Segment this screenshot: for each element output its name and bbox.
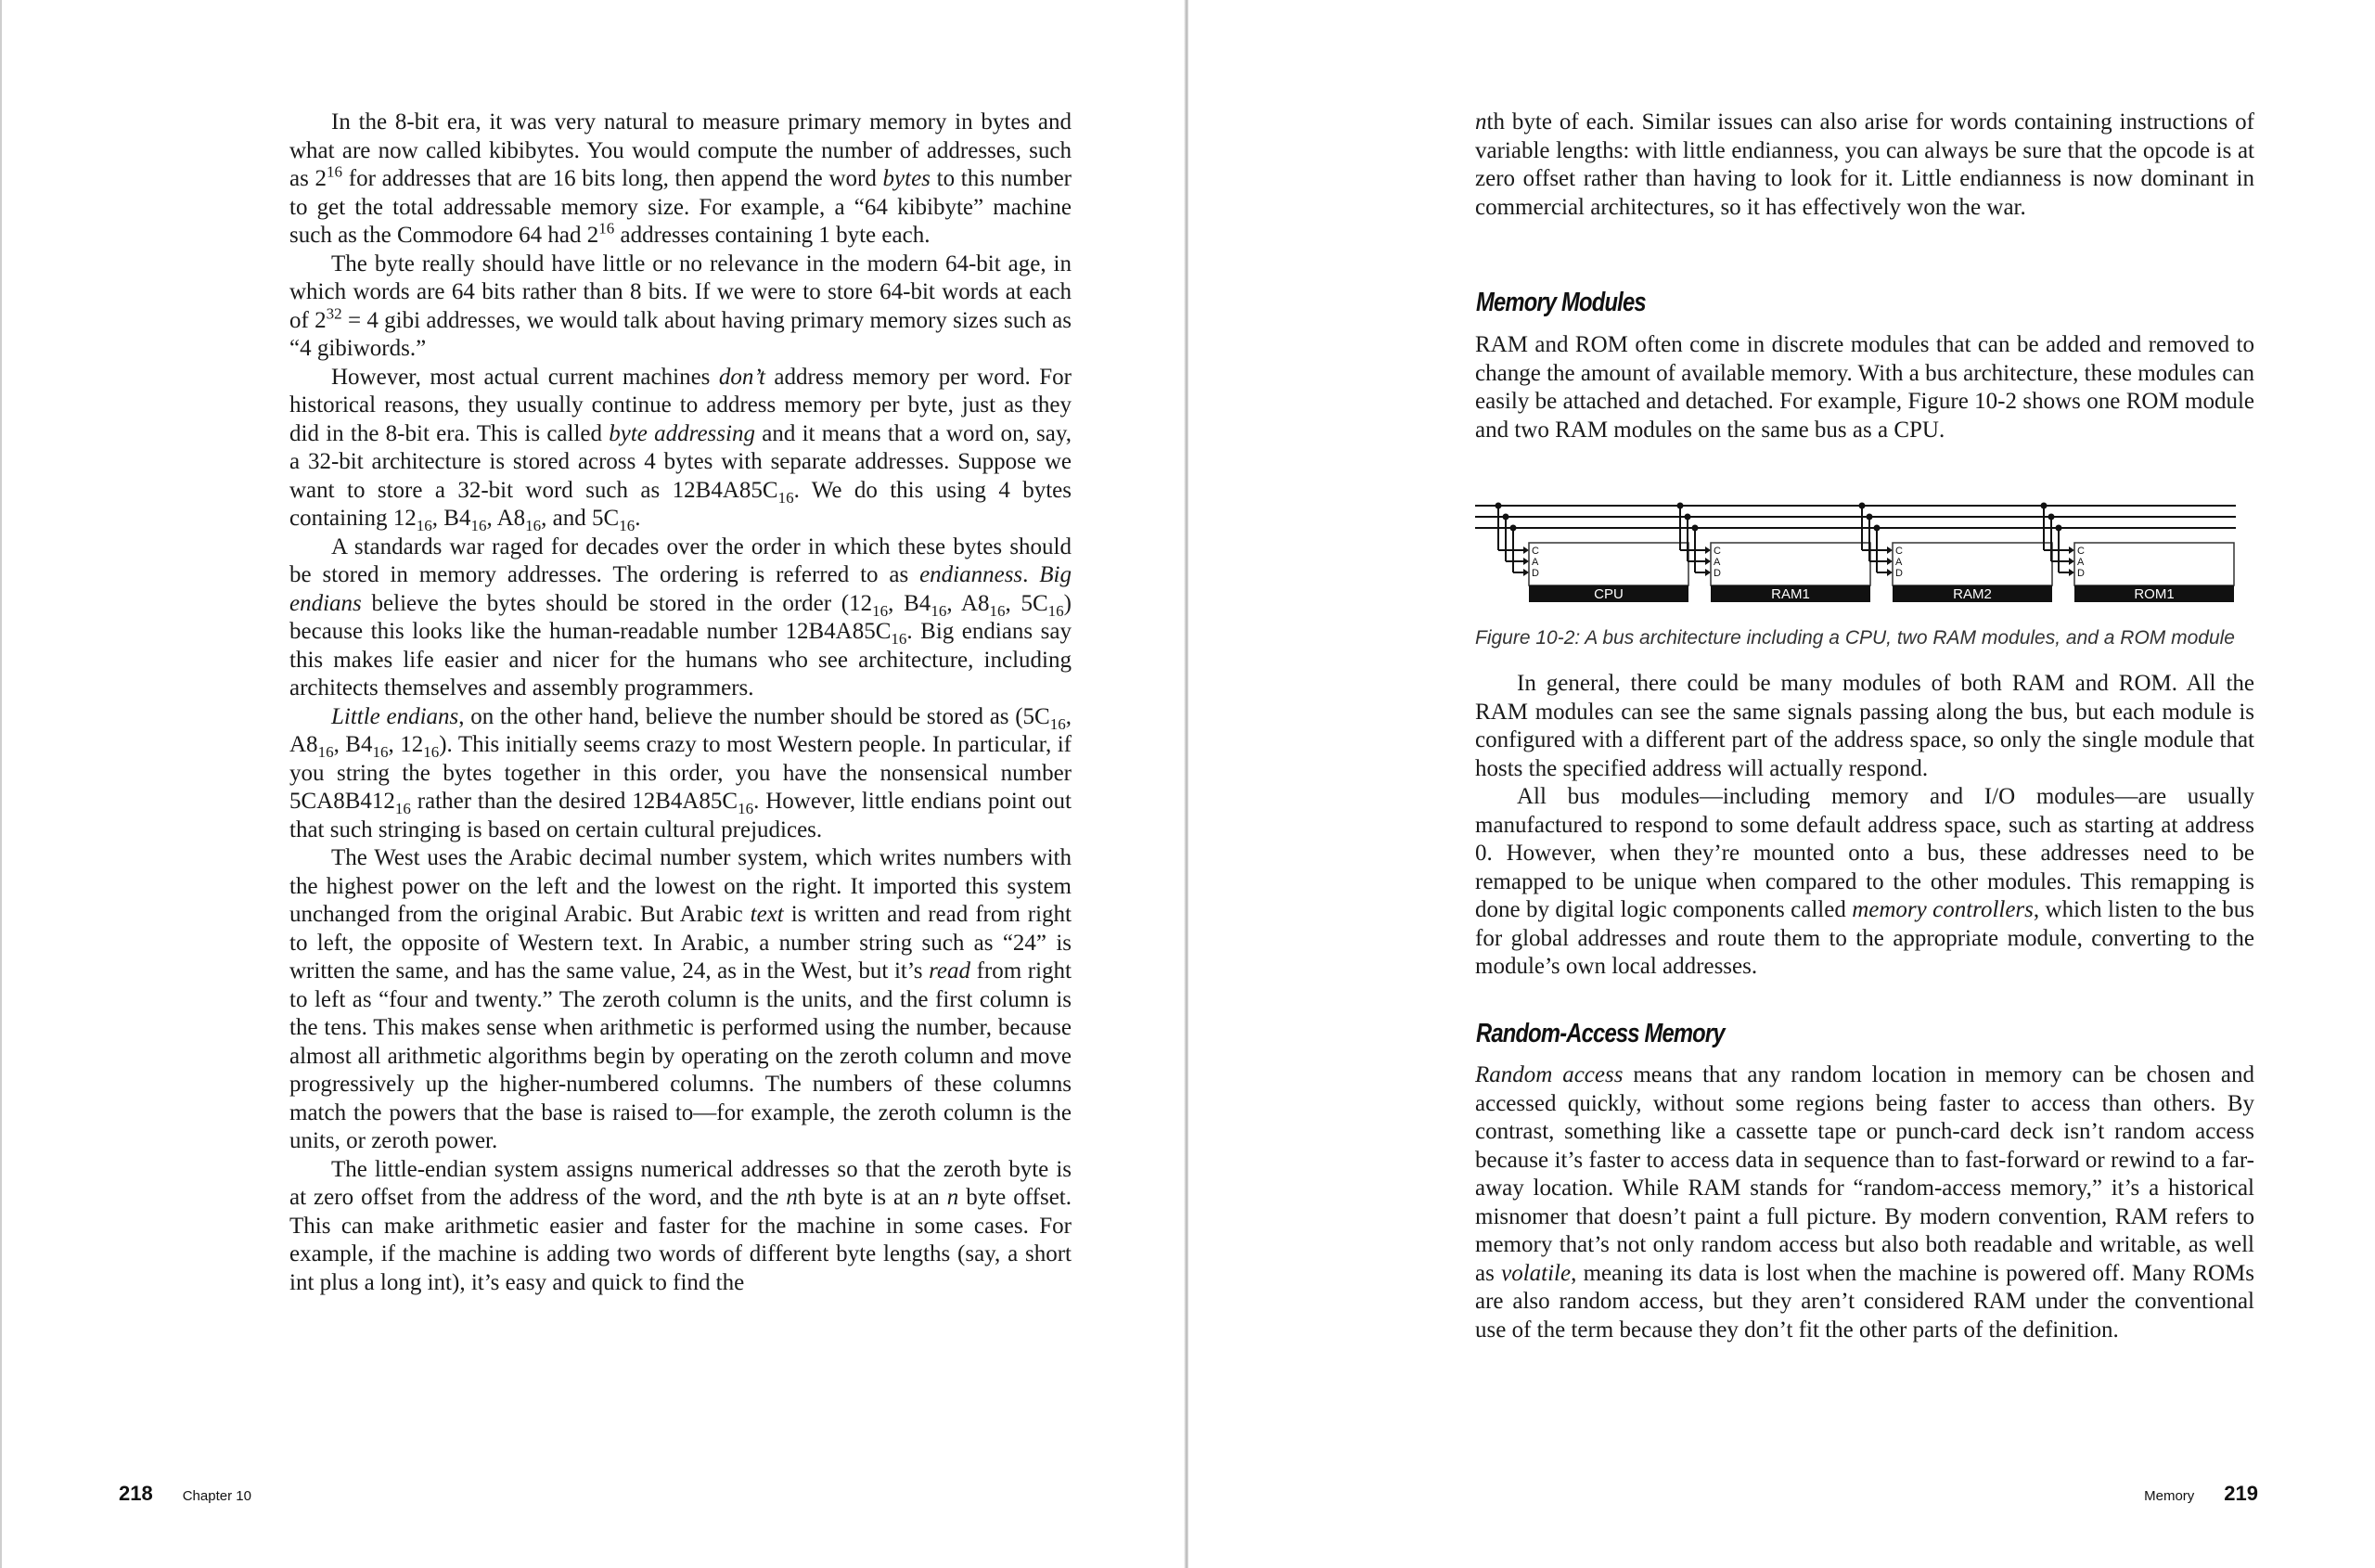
bus-line-label: A — [1895, 557, 1903, 568]
text-run: n — [786, 1185, 798, 1210]
figure-caption: Figure 10-2: A bus architecture including a CPU, two RAM modules, and a ROM module — [1475, 627, 2235, 649]
text-run: don’t — [718, 364, 765, 390]
module-box — [1893, 543, 2052, 585]
text-run: , B4 — [333, 732, 373, 757]
text-run: byte offset. This can make arithmetic easier and faster for the machine in some cases. For example, if the machine is adding two words of different byte lengths (say, a short int plus a long int), it’s easy and quick to find the — [289, 1185, 1072, 1295]
section-heading-random-access-memory: Random-Access Memory — [1476, 1019, 1725, 1048]
arrow-icon — [1523, 569, 1529, 576]
text-run: RAM and ROM often come in discrete modules that can be added and removed to change the amount of available memory. With a bus architecture, these modules can easily be attached and detached. For example, Figure 10-2 shows one ROM module and two RAM modules on the same bus as a CPU. — [1475, 332, 2254, 443]
arrow-icon — [2069, 546, 2074, 554]
text-run: ) because this looks like the human-readable number 12B4A85C — [289, 590, 1072, 644]
text-run: A standards war raged for decades over the order in which these bytes should be stored in memory addresses. The ordering is referred to as — [289, 533, 1072, 587]
paragraph — [1475, 1061, 2254, 1344]
text-run: 16 — [1047, 601, 1064, 620]
text-run: , A8 — [289, 703, 1072, 757]
text-run: bytes — [882, 166, 931, 191]
text-run: believe the bytes should be stored in the order (12 — [361, 590, 873, 616]
arrow-icon — [1705, 569, 1711, 576]
text-run: , and 5C — [541, 506, 620, 531]
text-run: n — [1475, 109, 1487, 135]
arrow-icon — [2069, 558, 2074, 565]
paragraph — [289, 703, 1072, 845]
paragraph — [1475, 670, 2254, 783]
text-run: . However, little endians point out that such stringing is based on certain cultural prejudices. — [289, 789, 1072, 842]
bus-lines — [1475, 506, 2236, 528]
bus-line-label: C — [2077, 546, 2085, 557]
arrow-icon — [1705, 558, 1711, 565]
text-run: th byte is at an — [797, 1185, 947, 1210]
module-box — [1529, 543, 1688, 585]
text-run: 16 — [777, 488, 794, 507]
paragraph — [289, 364, 1072, 533]
text-run: text — [750, 902, 784, 927]
text-run: = 4 gibi addresses, we would talk about having primary memory sizes such as “4 gibiwords.” — [289, 307, 1072, 361]
text-run: , meaning its data is lost when the machine is powered off. Many ROMs are also random access, but they aren’t considered RAM under the conventional use of the term because they don’t fit the other parts of the definition. — [1475, 1260, 2254, 1343]
text-run: The byte really should have little or no relevance in the modern 64-bit age, in which words are 64 bits rather than 8 bits. If we were to store 64-bit words at each of 2 — [289, 251, 1072, 333]
arrow-icon — [1887, 569, 1893, 576]
bus-line-label: D — [2077, 568, 2085, 579]
module-label: RAM2 — [1953, 586, 1992, 602]
text-run: 16 — [738, 800, 754, 817]
bus-line-label: A — [1714, 557, 1721, 568]
text-run: th byte of each. Similar issues can also arise for words containing instructions of variable lengths: with little endianness, you can always be sure that the opcode is at zero offset rather than having to look for it. Little endianness is now dominant in commercial architectures, so it has effectively won the war. — [1475, 109, 2254, 220]
text-run: The little-endian system assigns numerical addresses so that the zeroth byte is at zero offset from the address of the word, and the — [289, 1156, 1072, 1210]
text-run: from right to left as “four and twenty.” The zeroth column is the units, and the first column is the tens. This makes sense when arithmetic is performed using the number, because almost all arithmetic algorithms begin by operating on the zeroth column and move progressively up the higher-numbered columns. The numbers of these columns match the powers that the base is raised to—for example, the zeroth column is the units, or zeroth power. — [289, 958, 1072, 1153]
text-run: 16 — [317, 743, 334, 761]
section-heading-memory-modules: Memory Modules — [1476, 288, 1646, 317]
module-label: ROM1 — [2134, 586, 2175, 602]
text-run: . We do this using 4 bytes containing 12 — [289, 477, 1072, 531]
paragraph — [289, 251, 1072, 364]
text-run: . — [635, 506, 641, 531]
bus-line-label: D — [1532, 568, 1539, 579]
running-head: Chapter 10 — [182, 1488, 251, 1504]
module-box — [2074, 543, 2234, 585]
module-box — [1711, 543, 1870, 585]
random-access-body — [1475, 1061, 2254, 1344]
arrow-icon — [1887, 546, 1893, 554]
bus-line-label: A — [1532, 557, 1539, 568]
text-run: The West uses the Arabic decimal number system, which writes numbers with the highest power on the left and the lowest on the right. It imported this system unchanged from the original Arabic. But Arabic — [289, 845, 1072, 927]
left-page-body — [289, 109, 1072, 1297]
text-run: Little endians — [331, 703, 459, 729]
paragraph — [289, 1156, 1072, 1298]
paragraph — [1475, 331, 2254, 444]
text-run: 16 — [327, 162, 343, 181]
page-number: 218 — [119, 1482, 153, 1505]
text-run: ). This initially seems crazy to most Western people. In particular, if you string the bytes together in this order, you have the nonsensical number 5CA8B412 — [289, 732, 1072, 814]
right-page-footer — [2144, 1482, 2258, 1506]
text-run: , A8 — [946, 590, 990, 616]
text-run: for addresses that are 16 bits long, then append the word — [342, 166, 883, 191]
text-run: , on the other hand, believe the number should be stored as (5C — [458, 703, 1050, 729]
bus-line-label: C — [1532, 546, 1539, 557]
text-run: byte addressing — [609, 420, 755, 446]
arrow-icon — [1523, 546, 1529, 554]
bus-line-label: D — [1895, 568, 1903, 579]
arrow-icon — [1523, 558, 1529, 565]
bus-line-label: C — [1895, 546, 1903, 557]
text-run: address memory per word. For historical reasons, they usually continue to address memory per byte, just as they did in the 8-bit era. This is called — [289, 364, 1072, 446]
bus-line-label: D — [1714, 568, 1721, 579]
text-run: volatile — [1501, 1260, 1572, 1286]
paragraph — [289, 533, 1072, 703]
text-run: n — [946, 1185, 959, 1210]
text-run: memory controllers — [1852, 897, 2034, 922]
text-run: All bus modules—including memory and I/O modules—are usually manufactured to respond to some default address space, such as starting at address 0. However, when they’re mounted onto a bus, these addresses need to be remapped to be unique when compared to the other modules. This remapping is done by digital logic components called — [1475, 784, 2254, 922]
paragraph — [289, 109, 1072, 251]
text-run: 16 — [470, 517, 487, 534]
text-run: to this number to get the total addressable memory size. For example, a “64 kibibyte” machine such as the Commodore 64 had 2 — [289, 166, 1072, 248]
paragraph — [1475, 783, 2254, 982]
text-run: . — [1022, 562, 1040, 587]
text-run: means that any random location in memory can be chosen and accessed quickly, without some regions being faster to access than others. By contrast, something like a cassette tape or punch-card deck isn’t random access because it’s faster to access data in sequence than to fast-forward or rewind to a far-away location. While RAM stands for “random-access memory,” it’s a historical misnomer that doesn’t paint a full picture. By modern convention, RAM refers to memory that’s not only random access but also both readable and writable, as well as — [1475, 1062, 2254, 1286]
paragraph — [289, 844, 1072, 1156]
text-run: 16 — [872, 601, 889, 620]
text-run: endianness — [919, 562, 1023, 587]
text-run: 16 — [423, 743, 440, 761]
bus-line-label: C — [1714, 546, 1721, 557]
text-run: 16 — [394, 800, 411, 817]
arrow-icon — [1887, 558, 1893, 565]
text-run: 16 — [525, 517, 542, 534]
text-run: 16 — [598, 219, 615, 238]
text-run: , B4 — [431, 506, 471, 531]
text-run: 16 — [619, 517, 635, 534]
text-run: , 12 — [388, 732, 424, 757]
text-run: is written and read from right to left, the opposite of Western text. In Arabic, a number string such as “24” is written the same, and has the same value, 24, as in the West, but it’s — [289, 902, 1072, 983]
left-page — [0, 0, 1187, 1568]
arrow-icon — [2069, 569, 2074, 576]
text-run: and it means that a word on, say, a 32-bit architecture is stored across 4 bytes with separate addresses. Suppose we want to store a 32-bit word such as 12B4A85C — [289, 420, 1072, 503]
text-run: , B4 — [888, 590, 931, 616]
text-run: 32 — [326, 304, 342, 323]
bus-line-label: A — [2077, 557, 2085, 568]
text-run: , which listen to the bus for global addresses and route them to the appropriate module, converting to the module’s own local addresses. — [1475, 897, 2254, 979]
text-run: In the 8-bit era, it was very natural to measure primary memory in bytes and what are now called kibibytes. You would compute the number of addresses, such as 2 — [289, 109, 1072, 191]
text-run: However, most actual current machines — [331, 364, 719, 390]
text-run: Big endians — [289, 562, 1072, 616]
text-run: rather than the desired 12B4A85C — [410, 789, 738, 814]
text-run: . Big endians say this makes life easier and nicer for the humans who see architecture, including architects themselves and assembly programmers. — [289, 619, 1072, 700]
text-run: 16 — [1049, 714, 1066, 733]
module-label: RAM1 — [1771, 586, 1810, 602]
text-run: addresses containing 1 byte each. — [614, 223, 931, 248]
text-run: 16 — [416, 517, 432, 534]
text-run: 16 — [891, 630, 907, 648]
module-label: CPU — [1594, 586, 1624, 602]
memory-modules-body — [1475, 331, 2254, 444]
text-run: 16 — [372, 743, 389, 761]
running-head: Memory — [2144, 1488, 2195, 1504]
memory-modules-body-continued — [1475, 670, 2254, 982]
bus-architecture-diagram — [1475, 496, 2236, 612]
text-run: , 5C — [1005, 590, 1048, 616]
page-number: 219 — [2224, 1482, 2258, 1505]
arrow-icon — [1705, 546, 1711, 554]
left-page-footer — [119, 1482, 251, 1506]
paragraph — [1475, 109, 2254, 222]
text-run: read — [929, 958, 971, 983]
right-page-intro — [1475, 109, 2254, 222]
text-run: 16 — [931, 601, 947, 620]
text-run: , A8 — [486, 506, 526, 531]
text-run: In general, there could be many modules of both RAM and ROM. All the RAM modules can see the same signals passing along the bus, but each module is configured with a different part of the address space, so only the single module that hosts the specified address will actually respond. — [1475, 671, 2254, 781]
text-run: 16 — [989, 601, 1006, 620]
text-run: Random access — [1475, 1062, 1624, 1087]
